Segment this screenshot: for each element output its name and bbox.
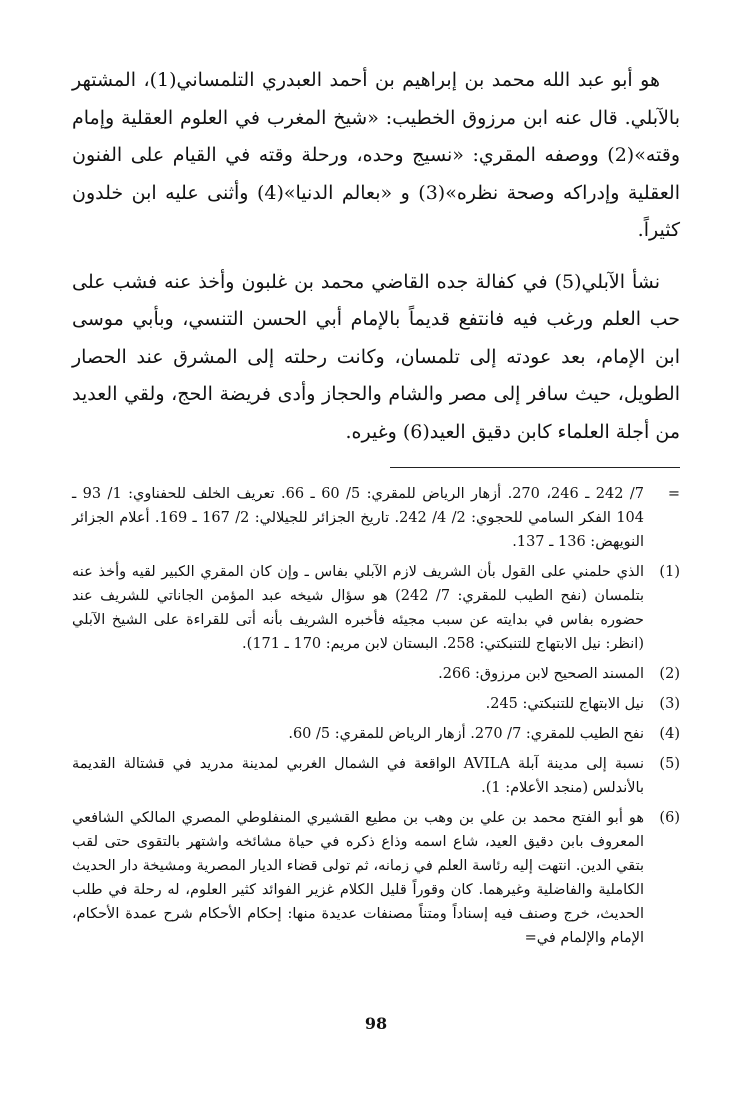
footnote-text: نسبة إلى مدينة آبلة AVILA الواقعة في الشمال الغربي لمدينة مدريد في قشتالة القديمة بالأندلس (منجد الأعلام: 1). [72, 756, 644, 796]
footnote-mark: = [667, 486, 680, 502]
footnote-6 [72, 806, 680, 950]
footnote-separator [390, 467, 680, 468]
footnote-text: نفح الطيب للمقري: 7/ 270. أزهار الرياض للمقري: 5/ 60. [288, 726, 644, 742]
page-number: 98 [364, 1014, 388, 1033]
footnote-mark: (6) [659, 810, 680, 826]
footnote-mark: (5) [659, 756, 680, 772]
footnote-text: هو أبو الفتح محمد بن علي بن وهب بن مطيع القشيري المنفلوطي المصري المالكي الشافعي المعروف بابن دقيق العيد، شاع اسمه وذاع ذكره في حياة مشائخه واشتهر بالتقوى حتى لقب بتقي الدين. انتهت إليه رئاسة العلم في زمانه، ثم تولى قضاء الديار المصرية ومشيخة دار الحديث الكاملية والفاضلية وغيرهما. كان وقوراً قليل الكلام غزير الفوائد كثير العلوم، له رحلة في طلب الحديث، خرج وصنف فيه إسناداً ومتناً مصنفات عديدة منها: إحكام الأحكام شرح عمدة الأحكام، الإمام والإلمام في= [72, 810, 644, 946]
footnote-mark: (2) [659, 666, 680, 682]
footnote-1 [72, 560, 680, 656]
footnote-4 [72, 722, 680, 746]
main-text [72, 62, 680, 451]
footnote-2 [72, 662, 680, 686]
paragraph-1: هو أبو عبد الله محمد بن إبراهيم بن أحمد العبدري التلمساني(1)، المشتهر بالآبلي. قال عنه ابن مرزوق الخطيب: «شيخ المغرب في العلوم العقلية وإمام وقته»(2) ووصفه المقري: «نسيج وحده، ورحلة وقته في القيام على الفنون العقلية وإدراكه وصحة نظره»(3) و «بعالم الدنيا»(4) وأثنى عليه ابن خلدون كثيراً. [72, 69, 680, 241]
footnote-3 [72, 692, 680, 716]
footnote-text: 7/ 242 ـ 246، 270. أزهار الرياض للمقري: 5/ 60 ـ 66. تعريف الخلف للحفناوي: 1/ 93 ـ 104 الفكر السامي للحجوي: 2/ 4/ 242. تاريخ الجزائر للجيلالي: 2/ 167 ـ 169. أعلام الجزائر النويهض: 136 ـ 137. [72, 486, 645, 550]
footnote-continuation [72, 482, 680, 554]
paragraph-2: نشأ الآبلي(5) في كفالة جده القاضي محمد بن غلبون وأخذ عنه فشب على حب العلم ورغب فيه فانتفع قديماً بالإمام أبي الحسن التنسي، وبأبي موسى ابن الإمام، بعد عودته إلى تلمسان، وكانت رحلته إلى المشرق عند الحصار الطويل، حيث سافر إلى مصر والشام والحجاز وأدى فريضة الحج، ولقي العديد من أجلة العلماء كابن دقيق العيد(6) وغيره. [72, 270, 680, 443]
footnote-mark: (3) [659, 696, 680, 712]
footnote-text: الذي حلمني على القول بأن الشريف لازم الآبلي بفاس ـ وإن كان المقري الكبير لقيه وأخذ عنه بتلمسان (نفح الطيب للمقري: 7/ 242) هو سؤال شيخه عبد المؤمن الجاناتي للشريف عند حضوره بفاس في بدايته عن سبب مجيئه فأخبره الشريف بأنه أتى للقراءة على الشيخ الآبلي (انظر: نيل الابتهاج للتنبكتي: 258. البستان لابن مريم: 170 ـ 171). [72, 564, 645, 652]
footnote-5 [72, 752, 680, 800]
footnote-text: المسند الصحيح لابن مرزوق: 266. [438, 666, 644, 682]
footnotes [72, 482, 680, 950]
footnote-mark: (4) [659, 726, 680, 742]
footnote-mark: (1) [659, 564, 680, 580]
footnote-text: نيل الابتهاج للتنبكتي: 245. [485, 696, 644, 712]
